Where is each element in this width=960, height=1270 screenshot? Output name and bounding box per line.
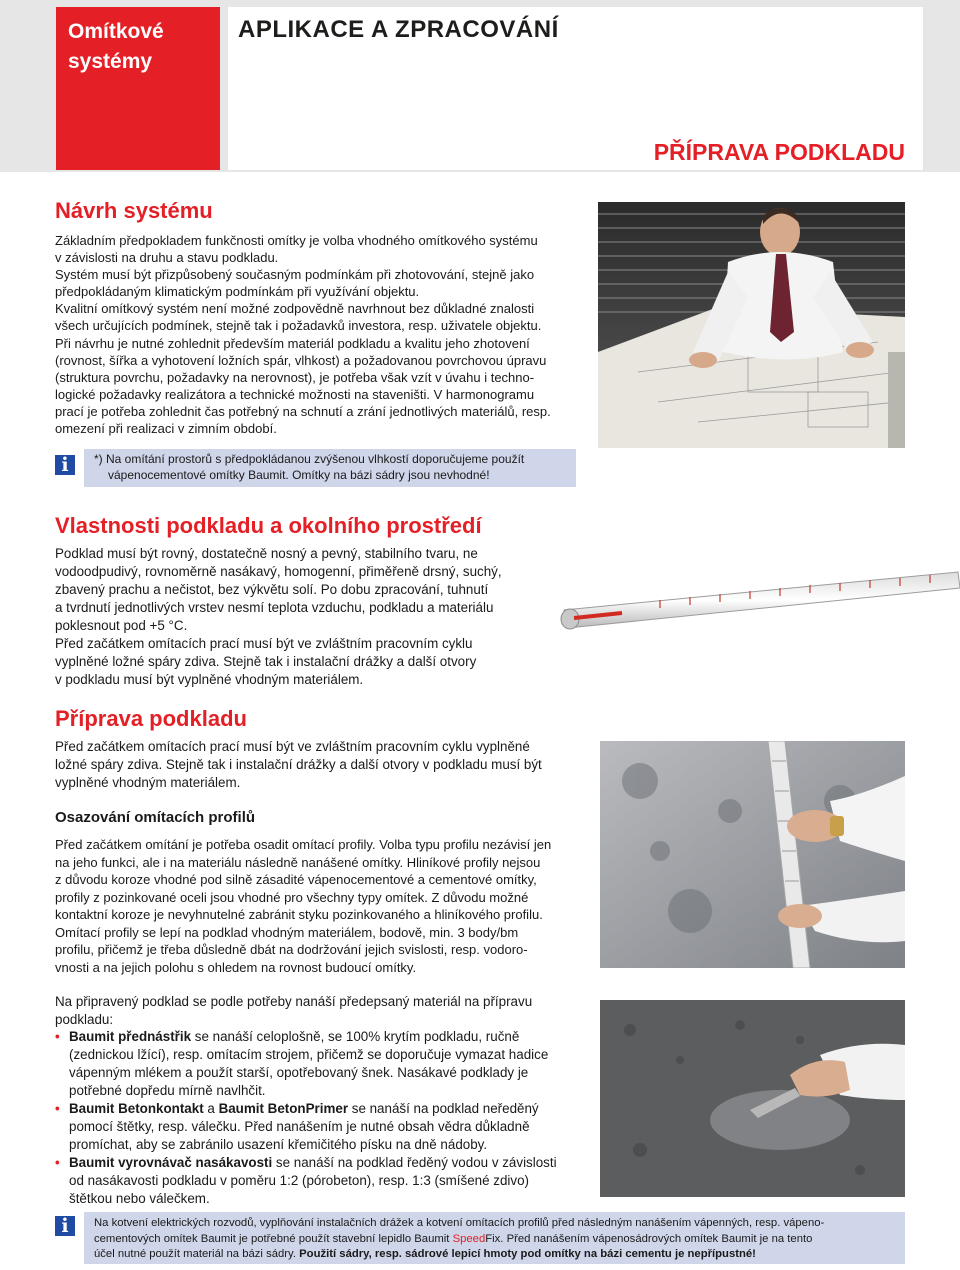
heading-osazovani: Osazování omítacích profilů (55, 809, 256, 826)
list-item: • Baumit Betonkontakt a Baumit BetonPrimer se nanáší na podklad neředěný pomocí štětky, resp. válečku. Před nanášením je nutné obsah vědra důkladně promíchat, aby se zabránilo usazení křemičitého písku na dně nádoby. (55, 1100, 615, 1154)
photo-profile-installation (600, 741, 905, 968)
info-note-anchoring: Na kotvení elektrických rozvodů, vyplňování instalačních drážek a kotvení omítacích profilů před následným nanášením vápenných, resp. vápeno- cementových omítek Baumit je potřebné použít stavební lepidlo Baumit SpeedFix. Před nanášením vápenosádrových omítek Baumit je na tento účel nutné použít materiál na bázi sádry. Použití sádry, resp. sádrové lepicí hmoty pod omítky na bázi cementu je nepřípustné! (84, 1212, 905, 1264)
section-title: PŘÍPRAVA PODKLADU (653, 139, 905, 165)
vlastnosti-text: Podklad musí být rovný, dostatečně nosný a pevný, stabilního tvaru, ne vodoodpudivý, rovnoměrně nasákavý, homogenní, přiměřeně drsný, suchý, zbavený prachu a nečistot, bez výkvětu solí. Po dobu zpracování, tuhnutí a tvrdnutí jednotlivých vrstev nesmí teplota vzduchu, podkladu a materiálu poklesnout pod +5 °C. Před začátkem omítacích prací musí být ve zvláštním pracovním cyklu vyplněné ložné spáry zdiva. Stejně tak i instalační drážky a další otvory v podkladu musí být vyplněné vhodným materiálem. (55, 546, 502, 687)
osazovani-text: Před začátkem omítání je potřeba osadit omítací profily. Volba typu profilu nezávisí jen na jeho funkci, ale i na materiálu následně nanášené omítky. Hliníkové profily nejsou z důvodu koroze vhodné pod silně zásadité vápenocementové a cementové omítky, profily z pozinkované oceli jsou vhodné pro všechny typy omítek. Z důvodu možné kontaktní koroze je nevyhnutelné zabránit styku pozinkovaného a hliníkového profilu. Omítací profily se lepí na podklad vhodným materiálem, bodově, min. 3 body/bm profilu, přičemž je třeba důsledně dbát na dodržování jejich svislosti, resp. vodoro- vnosti a na jejich polohu s ohledem na rovnost budoucí omítky. (55, 837, 552, 975)
heading-vlastnosti: Vlastnosti podkladu a okolního prostředí (55, 513, 482, 538)
priprava-text: Před začátkem omítacích prací musí být ve zvláštním pracovním cyklu vyplněné ložné spáry zdiva. Stejně tak i instalační drážky a další otvory v podkladu musí být vyplněné vhodným materiálem. (55, 739, 542, 790)
navrh-text: Základním předpokladem funkčnosti omítky je volba vhodného omítkového systému v závislosti na druhu a stavu podkladu. Systém musí být přizpůsobený současným podmínkám při zhotovování, stejně jako předpokládaným klimatickým podmínkám při využívání objektu. Kvalitní omítkový systém není možné zodpovědně navrhnout bez důkladné znalosti všech určujících podmínek, stejně tak i požadavků investora, resp. uživatele objektu. Při návrhu je nutné zohlednit především materiál podkladu a kvalitu jeho zhotovení (rovnost, šířka a vyhotovení ložních spár, vlhkost) a požadovanou povrchovou úpravu (struktura povrchu, požadavky na nerovnost), je potřeba však vzít v úvahu i techno- logické požadavky realizátora a technické možnosti na staveništi. V harmonogramu prací je potřeba zohlednit čas potřebný na schnutí a zrání jednotlivých materiálů, resp. omezení při realizaci v zimním období. (55, 233, 551, 437)
heading-priprava: Příprava podkladu (55, 706, 247, 731)
list-item: • Baumit přednástřik se nanáší celoplošně, se 100% krytím podkladu, ručně (zednickou lžící), resp. omítacím strojem, přičemž se doporučuje vymazat hadice vápenným mlékem a použít starší, opotřebovaný šnek. Nasákavé podklady je potřebné dopředu mírně navlhčit. (55, 1028, 615, 1100)
info-note-moisture: *) Na omítání prostorů s předpokládanou zvýšenou vlhkostí doporučujeme použít vápenocementové omítky Baumit. Omítky na bázi sádry jsou nevhodné! (84, 449, 576, 487)
page-title: APLIKACE A ZPRACOVÁNÍ (238, 16, 559, 43)
photo-architect (598, 202, 905, 448)
photo-trowel-application (600, 1000, 905, 1197)
photo-thermometer (560, 548, 960, 658)
brand-line-2: systémy (68, 50, 153, 73)
nanaseni-intro: Na připravený podklad se podle potřeby nanáší předepsaný materiál na přípravu podkladu: (55, 994, 533, 1027)
info-icon: i (55, 455, 75, 475)
info-icon-bottom: i (55, 1216, 75, 1236)
nanaseni-list (55, 1028, 615, 1208)
brand-box (56, 7, 220, 170)
list-item: • Baumit vyrovnávač nasákavosti se nanáší na podklad ředěný vodou v závislosti od nasákavosti podkladu v poměru 1:2 (pórobeton), resp. 1:3 (smíšené zdivo) štětkou nebo válečkem. (55, 1154, 615, 1208)
brand-line-1: Omítkové (68, 20, 164, 43)
heading-navrh: Návrh systému (55, 198, 213, 223)
